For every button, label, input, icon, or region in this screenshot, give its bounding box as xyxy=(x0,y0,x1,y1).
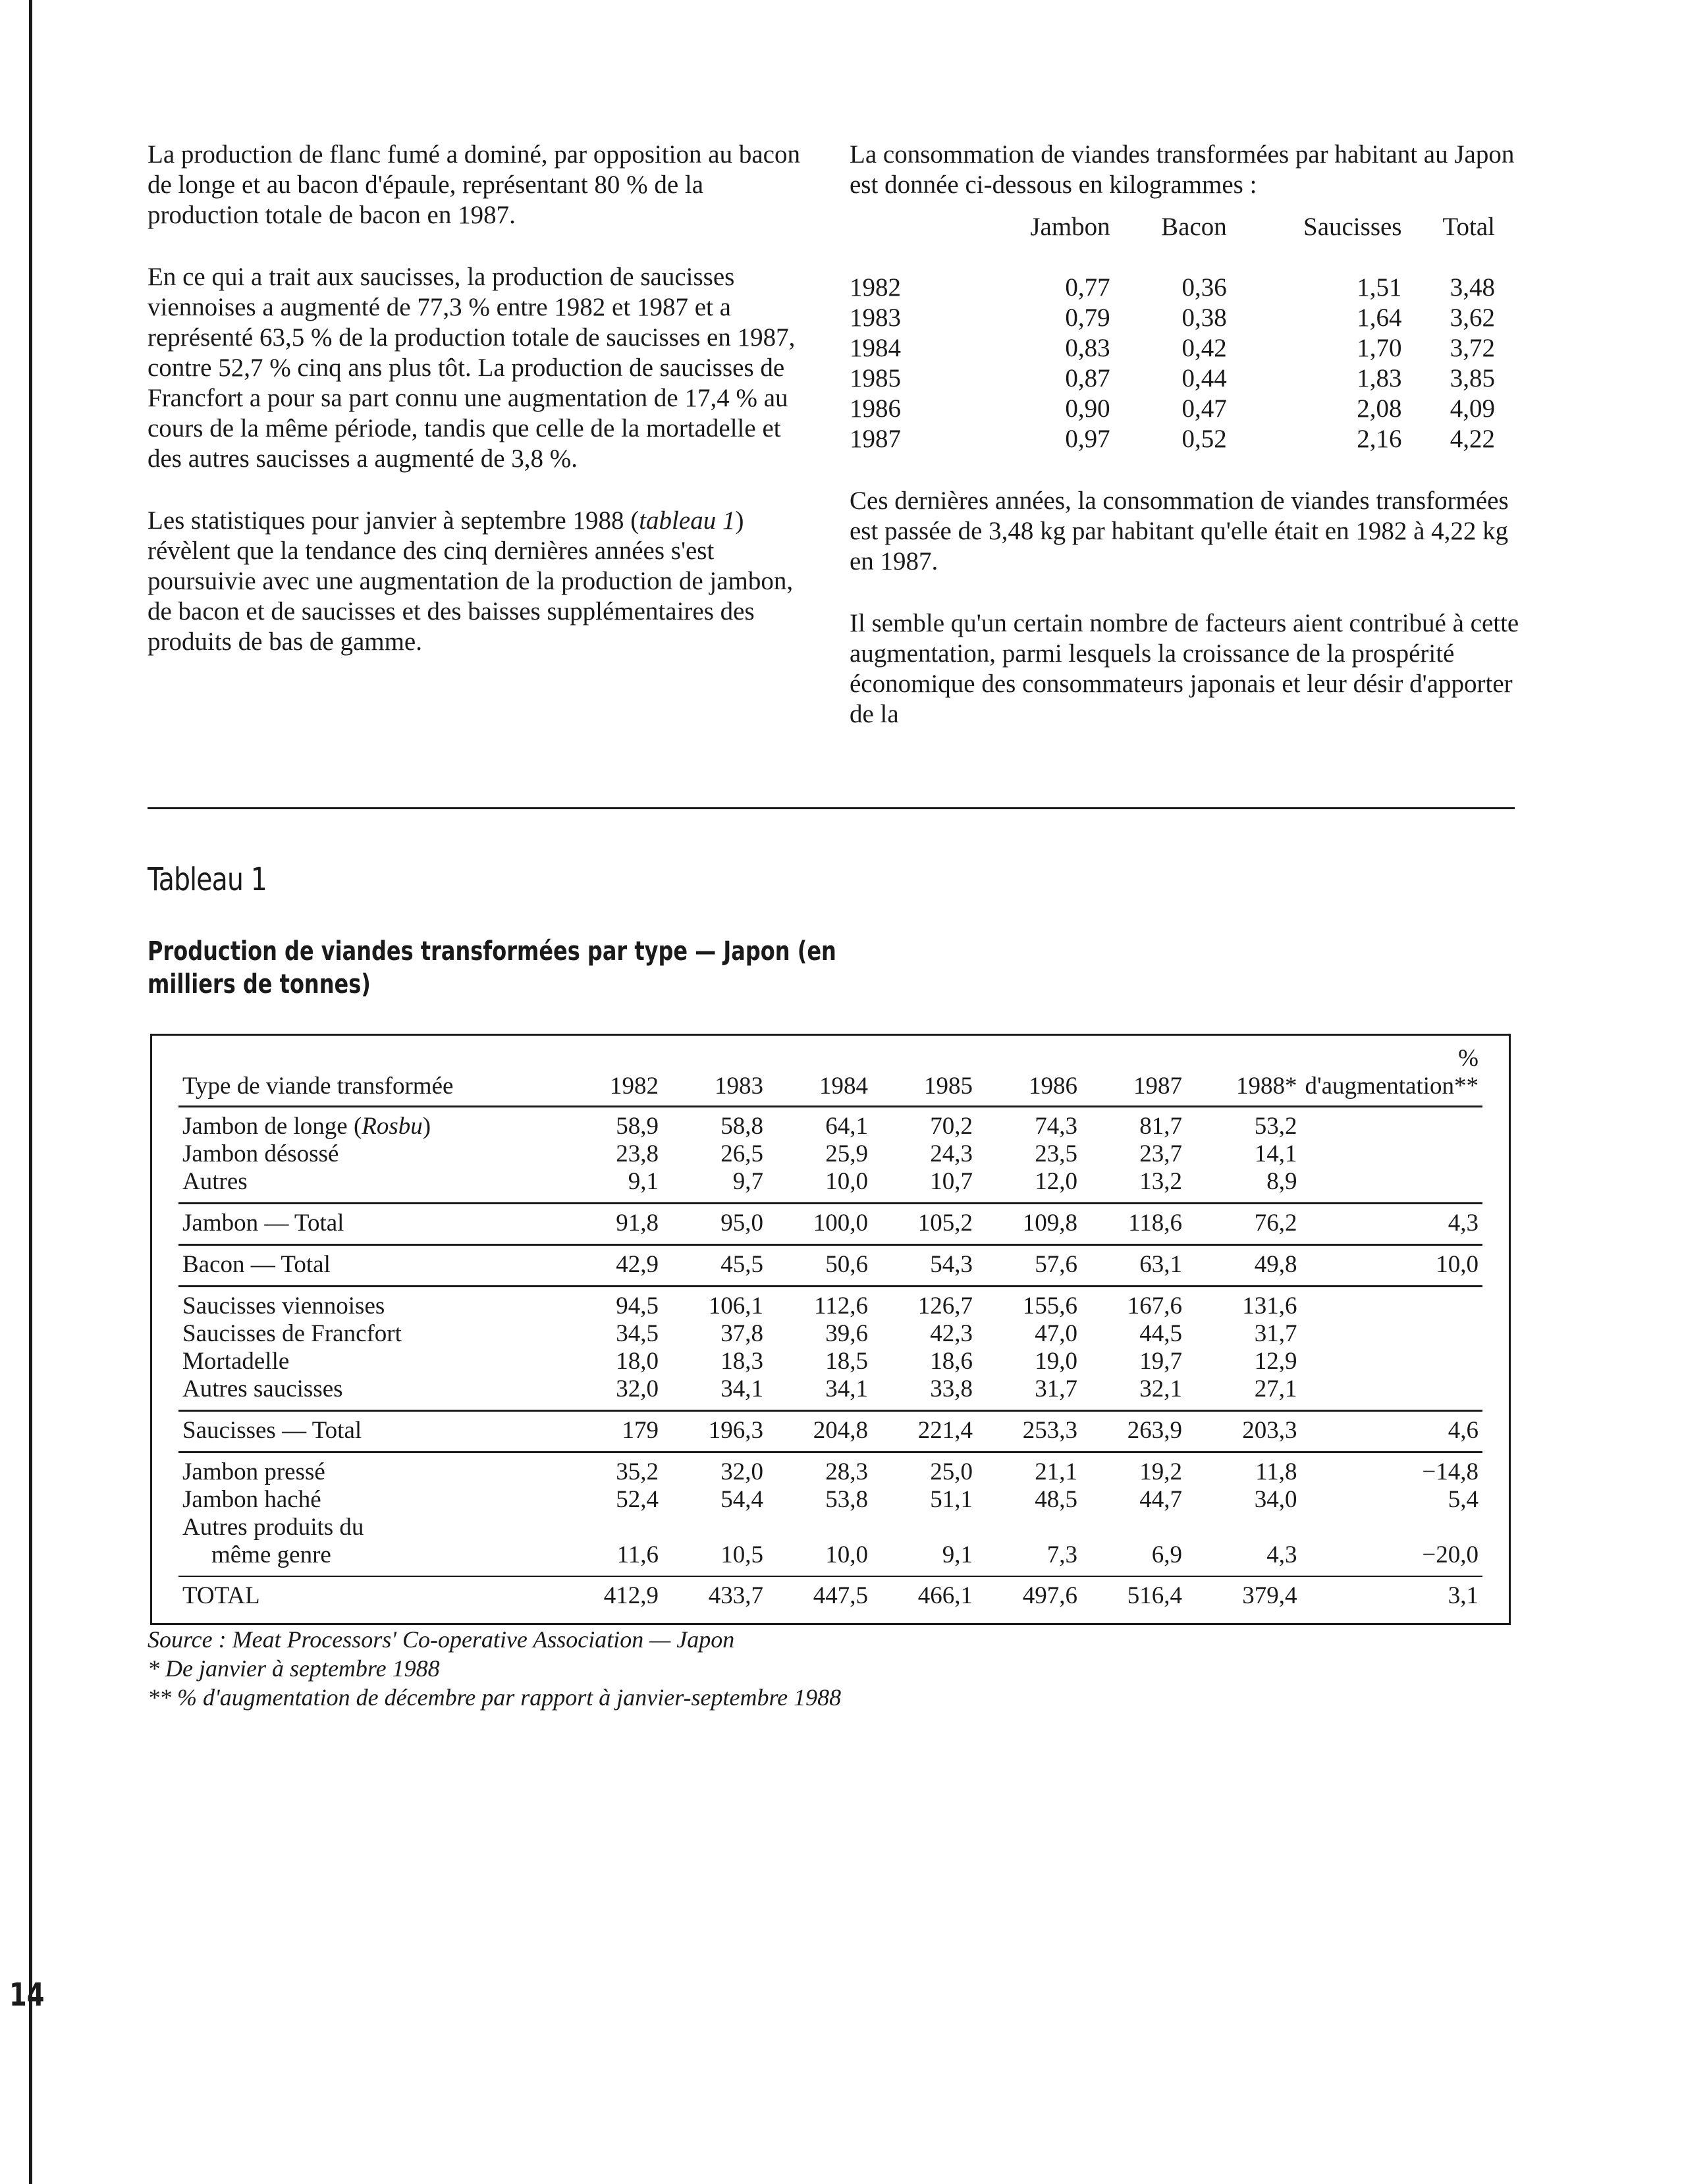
cell-value: 112,6 xyxy=(767,1287,872,1321)
cell-value: 50,6 xyxy=(767,1245,872,1287)
consumption-value: 0,79 xyxy=(1065,304,1110,332)
row-label: Autres xyxy=(182,1168,248,1195)
cell-value: 44,7 xyxy=(1139,1486,1182,1513)
consumption-value: 3,48 xyxy=(1450,273,1495,302)
cell-value: 70,2 xyxy=(872,1107,977,1141)
consumption-value: 1,51 xyxy=(1357,273,1402,302)
cell-value: 23,5 xyxy=(1035,1140,1077,1167)
table-row xyxy=(178,1204,1482,1245)
paragraph-statistiques-start: Les statistiques pour janvier à septembre 1988 ( xyxy=(148,506,639,535)
cell-value: 26,5 xyxy=(720,1140,763,1167)
cell-value: 412,9 xyxy=(558,1576,663,1616)
consumption-value: 0,52 xyxy=(1181,425,1227,453)
table-subtitle: Production de viandes transformées par type — Japon (en milliers de tonnes) xyxy=(148,936,836,999)
cell-value: 9,1 xyxy=(942,1541,973,1568)
cell-value xyxy=(663,1514,767,1541)
consumption-value: 1,64 xyxy=(1357,304,1402,332)
cell-value: 47,0 xyxy=(1035,1320,1077,1347)
consumption-row xyxy=(850,303,1495,333)
row-label: Autres produits du xyxy=(182,1514,364,1541)
table-row xyxy=(178,1107,1482,1141)
table-row xyxy=(178,1245,1482,1287)
cell-value: 6,9 xyxy=(1151,1541,1182,1568)
header-year: 1985 xyxy=(924,1073,973,1100)
cell-value: 32,0 xyxy=(663,1452,767,1487)
cell-value: 179 xyxy=(558,1411,663,1452)
header-pct: % d'augmentation** xyxy=(1305,1045,1479,1100)
cell-value: 18,0 xyxy=(616,1348,659,1375)
cell-value: 19,7 xyxy=(1139,1348,1182,1375)
cell-value: 74,3 xyxy=(977,1107,1081,1141)
cell-value: 34,5 xyxy=(616,1320,659,1347)
row-label: Jambon désossé xyxy=(182,1140,339,1167)
cell-value: 81,7 xyxy=(1081,1107,1186,1141)
cell-value: 12,0 xyxy=(1035,1168,1077,1195)
cell-value: 253,3 xyxy=(977,1411,1081,1452)
cell-value: 54,3 xyxy=(872,1245,977,1287)
consumption-value: 2,08 xyxy=(1357,394,1402,423)
cell-pct xyxy=(1301,1348,1482,1375)
consumption-header: Bacon xyxy=(1161,213,1227,241)
cell-value: 105,2 xyxy=(872,1204,977,1245)
cell-value xyxy=(1186,1514,1301,1541)
consumption-value: 3,72 xyxy=(1450,334,1495,362)
consumption-header: Jambon xyxy=(1030,213,1110,241)
table-row xyxy=(178,1576,1482,1616)
header-year: 1988* xyxy=(1235,1073,1297,1100)
cell-pct: 4,3 xyxy=(1301,1204,1482,1245)
cell-value: 100,0 xyxy=(767,1204,872,1245)
cell-value: 516,4 xyxy=(1081,1576,1186,1616)
row-label: Jambon — Total xyxy=(178,1204,558,1245)
table-row xyxy=(178,1287,1482,1321)
cell-value: 18,5 xyxy=(825,1348,868,1375)
cell-value: 19,0 xyxy=(1035,1348,1077,1375)
row-label: même genre xyxy=(211,1541,331,1568)
cell-value: 51,1 xyxy=(930,1486,973,1513)
cell-value: 58,9 xyxy=(558,1107,663,1141)
cell-value: 57,6 xyxy=(977,1245,1081,1287)
cell-value: 221,4 xyxy=(872,1411,977,1452)
cell-value: 204,8 xyxy=(767,1411,872,1452)
cell-value: 34,0 xyxy=(1254,1486,1297,1513)
cell-value: 58,8 xyxy=(663,1107,767,1141)
cell-pct: −14,8 xyxy=(1301,1452,1482,1487)
table-row xyxy=(178,1486,1482,1514)
consumption-header: Saucisses xyxy=(1303,213,1402,241)
cell-value: 19,2 xyxy=(1081,1452,1186,1487)
consumption-value: 0,77 xyxy=(1065,273,1110,302)
cell-value: 27,1 xyxy=(1254,1375,1297,1402)
cell-value: 466,1 xyxy=(872,1576,977,1616)
table-row xyxy=(178,1452,1482,1487)
cell-value: 9,7 xyxy=(732,1168,763,1195)
right-text-column xyxy=(850,140,1521,761)
left-text-column xyxy=(148,140,814,689)
paragraph-statistiques xyxy=(148,506,814,657)
row-label-text: Jambon de longe ( xyxy=(182,1113,362,1140)
paragraph-bacon: La production de flanc fumé a dominé, par opposition au bacon de longe et au bacon d'épaule, représentant 80 % de la production totale de bacon en 1987. xyxy=(148,140,800,229)
consumption-header-year xyxy=(850,212,968,273)
consumption-year: 1987 xyxy=(850,425,901,453)
cell-value: 10,7 xyxy=(930,1168,973,1195)
cell-pct xyxy=(1301,1320,1482,1348)
cell-value: 53,8 xyxy=(825,1486,868,1513)
table-row xyxy=(178,1514,1482,1541)
cell-value: 12,9 xyxy=(1254,1348,1297,1375)
cell-value: 25,9 xyxy=(825,1140,868,1167)
cell-value xyxy=(558,1514,663,1541)
cell-value: 53,2 xyxy=(1186,1107,1301,1141)
header-year: 1982 xyxy=(610,1073,659,1100)
consumption-row xyxy=(850,333,1495,363)
row-label: Saucisses viennoises xyxy=(178,1287,558,1321)
row-label xyxy=(178,1107,558,1141)
cell-value: 263,9 xyxy=(1081,1411,1186,1452)
cell-value: 4,3 xyxy=(1266,1541,1297,1568)
cell-value: 32,1 xyxy=(1139,1375,1182,1402)
cell-value: 131,6 xyxy=(1186,1287,1301,1321)
cell-value: 497,6 xyxy=(977,1576,1081,1616)
table-row xyxy=(178,1411,1482,1452)
cell-pct: 10,0 xyxy=(1301,1245,1482,1287)
table-row xyxy=(178,1375,1482,1411)
table-row xyxy=(178,1168,1482,1204)
cell-value: 7,3 xyxy=(1046,1541,1077,1568)
cell-value: 10,0 xyxy=(825,1168,868,1195)
consumption-value: 0,44 xyxy=(1181,364,1227,392)
header-type: Type de viande transformée xyxy=(182,1073,454,1100)
row-label: Bacon — Total xyxy=(178,1245,558,1287)
row-label-end: ) xyxy=(422,1113,431,1140)
left-margin-rule xyxy=(29,0,32,2184)
consumption-year: 1983 xyxy=(850,304,901,332)
cell-value: 24,3 xyxy=(930,1140,973,1167)
cell-value: 91,8 xyxy=(558,1204,663,1245)
cell-value: 433,7 xyxy=(663,1576,767,1616)
header-year: 1987 xyxy=(1133,1073,1182,1100)
row-label: TOTAL xyxy=(178,1576,558,1616)
consumption-value: 1,70 xyxy=(1357,334,1402,362)
cell-value: 28,3 xyxy=(767,1452,872,1487)
table-row xyxy=(178,1140,1482,1168)
row-label: Saucisses — Total xyxy=(178,1411,558,1452)
consumption-row xyxy=(850,394,1495,424)
cell-value xyxy=(767,1514,872,1541)
cell-value: 21,1 xyxy=(977,1452,1081,1487)
table-row xyxy=(178,1348,1482,1375)
cell-value: 31,7 xyxy=(1254,1320,1297,1347)
consumption-value: 0,87 xyxy=(1065,364,1110,392)
consumption-row xyxy=(850,363,1495,394)
production-header-row xyxy=(178,1045,1482,1107)
consumption-table xyxy=(850,212,1495,454)
cell-pct xyxy=(1301,1140,1482,1168)
section-divider xyxy=(148,807,1515,809)
cell-value: 42,3 xyxy=(930,1320,973,1347)
cell-value: 94,5 xyxy=(558,1287,663,1321)
cell-value: 37,8 xyxy=(720,1320,763,1347)
cell-value: 64,1 xyxy=(767,1107,872,1141)
consumption-value: 4,09 xyxy=(1450,394,1495,423)
tableau-reference: tableau 1 xyxy=(639,506,736,535)
cell-value: 42,9 xyxy=(558,1245,663,1287)
cell-value: 203,3 xyxy=(1186,1411,1301,1452)
row-label: Jambon pressé xyxy=(178,1452,558,1487)
paragraph-consommation-evolution: Ces dernières années, la consommation de viandes transformées est passée de 3,48 kg par habitant qu'elle était en 1982 à 4,22 kg en 1987. xyxy=(850,487,1509,575)
cell-pct: −20,0 xyxy=(1422,1541,1479,1568)
cell-value: 48,5 xyxy=(1035,1486,1077,1513)
consumption-value: 0,36 xyxy=(1181,273,1227,302)
cell-value: 10,5 xyxy=(720,1541,763,1568)
consumption-value: 0,47 xyxy=(1181,394,1227,423)
table-row xyxy=(178,1320,1482,1348)
note-1988: * De janvier à septembre 1988 xyxy=(148,1655,440,1682)
row-label: Autres saucisses xyxy=(182,1375,343,1402)
cell-value: 76,2 xyxy=(1186,1204,1301,1245)
cell-pct xyxy=(1301,1168,1482,1204)
cell-value: 9,1 xyxy=(628,1168,659,1195)
cell-value: 155,6 xyxy=(977,1287,1081,1321)
cell-value: 14,1 xyxy=(1254,1140,1297,1167)
consumption-value: 0,42 xyxy=(1181,334,1227,362)
cell-value: 33,8 xyxy=(930,1375,973,1402)
cell-value: 23,7 xyxy=(1139,1140,1182,1167)
header-year: 1983 xyxy=(715,1073,763,1100)
paragraph-statistiques-end: ) révèlent que la tendance des cinq dernières années s'est poursuivie avec une augmentation de la production de jambon, de bacon et de saucisses et des baisses supplémentaires des produits de bas de gamme. xyxy=(148,506,794,656)
consumption-year: 1985 xyxy=(850,364,901,392)
consumption-value: 0,90 xyxy=(1065,394,1110,423)
consumption-value: 0,38 xyxy=(1181,304,1227,332)
consumption-value: 2,16 xyxy=(1357,425,1402,453)
cell-pct xyxy=(1301,1107,1482,1141)
cell-value: 10,0 xyxy=(825,1541,868,1568)
cell-value: 34,1 xyxy=(720,1375,763,1402)
cell-value: 106,1 xyxy=(663,1287,767,1321)
paragraph-facteurs: Il semble qu'un certain nombre de facteurs aient contribué à cette augmentation, parmi lesquels la croissance de la prospérité économique des consommateurs japonais et leur désir d'apporter de la xyxy=(850,609,1519,728)
consumption-value: 3,62 xyxy=(1450,304,1495,332)
table-title: Tableau 1 xyxy=(148,861,267,898)
cell-value: 44,5 xyxy=(1139,1320,1182,1347)
production-table xyxy=(178,1045,1482,1616)
cell-value: 23,8 xyxy=(616,1140,659,1167)
row-label: Mortadelle xyxy=(182,1348,290,1375)
cell-pct: 5,4 xyxy=(1448,1486,1479,1513)
consumption-year: 1986 xyxy=(850,394,901,423)
consumption-value: 3,85 xyxy=(1450,364,1495,392)
consumption-row xyxy=(850,273,1495,303)
cell-value: 8,9 xyxy=(1266,1168,1297,1195)
consumption-value: 0,97 xyxy=(1065,425,1110,453)
cell-value: 25,0 xyxy=(872,1452,977,1487)
paragraph-saucisses: En ce qui a trait aux saucisses, la production de saucisses viennoises a augmenté de 77,3 % entre 1982 et 1987 et a représenté 63,5 % de la production totale de saucisses en 1987, contre 52,7 % cinq ans plus tôt. La production de saucisses de Francfort a pour sa part connu une augmentation de 17,4 % au cours de la même période, tandis que celle de la mortadelle et des autres saucisses a augmenté de 3,8 %. xyxy=(148,263,796,473)
cell-pct xyxy=(1301,1287,1482,1321)
cell-value xyxy=(977,1514,1081,1541)
paragraph-consommation-intro: La consommation de viandes transformées par habitant au Japon est donnée ci-dessous en kilogrammes : xyxy=(850,140,1515,199)
cell-value xyxy=(1081,1514,1186,1541)
cell-value: 167,6 xyxy=(1081,1287,1186,1321)
header-year: 1984 xyxy=(819,1073,868,1100)
cell-value: 11,8 xyxy=(1186,1452,1301,1487)
consumption-header-row xyxy=(850,212,1495,273)
note-augmentation: ** % d'augmentation de décembre par rapport à janvier-septembre 1988 xyxy=(148,1684,842,1711)
header-year: 1986 xyxy=(1029,1073,1077,1100)
cell-value: 45,5 xyxy=(663,1245,767,1287)
page-number: 14 xyxy=(9,1977,45,2013)
cell-value: 63,1 xyxy=(1081,1245,1186,1287)
consumption-year: 1982 xyxy=(850,273,901,302)
production-table-frame xyxy=(150,1034,1511,1625)
cell-value: 35,2 xyxy=(558,1452,663,1487)
cell-value: 54,4 xyxy=(720,1486,763,1513)
cell-value: 11,6 xyxy=(616,1541,659,1568)
cell-value: 18,6 xyxy=(930,1348,973,1375)
row-label: Jambon haché xyxy=(182,1486,321,1513)
cell-pct xyxy=(1301,1514,1482,1541)
consumption-header: Total xyxy=(1442,213,1495,241)
cell-value: 379,4 xyxy=(1186,1576,1301,1616)
cell-value: 196,3 xyxy=(663,1411,767,1452)
consumption-value: 0,83 xyxy=(1065,334,1110,362)
cell-value: 39,6 xyxy=(825,1320,868,1347)
table-row xyxy=(178,1541,1482,1576)
note-source: Source : Meat Processors' Co-operative Association — Japon xyxy=(148,1626,735,1653)
consumption-value: 4,22 xyxy=(1450,425,1495,453)
cell-value: 126,7 xyxy=(872,1287,977,1321)
cell-value: 118,6 xyxy=(1081,1204,1186,1245)
consumption-row xyxy=(850,424,1495,454)
cell-pct xyxy=(1301,1375,1482,1411)
cell-value: 447,5 xyxy=(767,1576,872,1616)
consumption-year: 1984 xyxy=(850,334,901,362)
cell-value: 18,3 xyxy=(720,1348,763,1375)
cell-value: 49,8 xyxy=(1186,1245,1301,1287)
cell-value: 34,1 xyxy=(825,1375,868,1402)
cell-value: 31,7 xyxy=(1035,1375,1077,1402)
cell-value: 52,4 xyxy=(616,1486,659,1513)
cell-pct: 4,6 xyxy=(1301,1411,1482,1452)
row-label-italic: Rosbu xyxy=(362,1113,423,1140)
cell-value: 109,8 xyxy=(977,1204,1081,1245)
cell-pct: 3,1 xyxy=(1301,1576,1482,1616)
cell-value: 95,0 xyxy=(663,1204,767,1245)
table-notes xyxy=(148,1625,841,1712)
row-label: Saucisses de Francfort xyxy=(182,1320,402,1347)
cell-value: 32,0 xyxy=(616,1375,659,1402)
cell-value: 13,2 xyxy=(1139,1168,1182,1195)
cell-value xyxy=(872,1514,977,1541)
consumption-value: 1,83 xyxy=(1357,364,1402,392)
